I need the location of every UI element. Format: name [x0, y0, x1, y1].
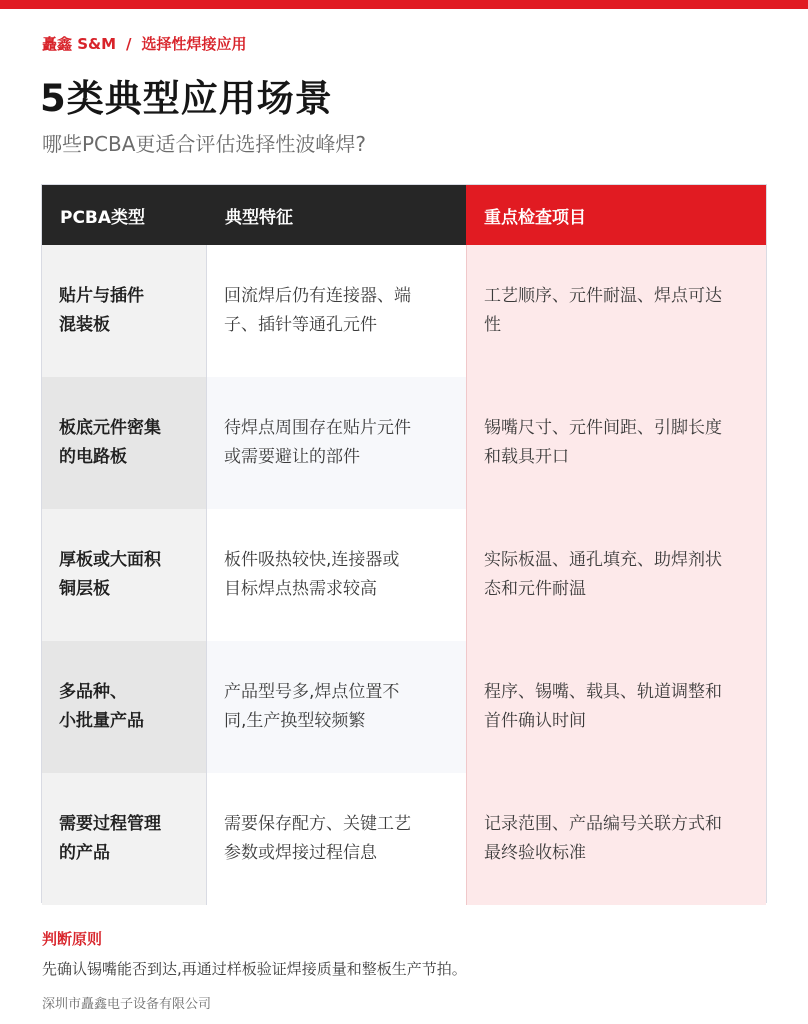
- application-table: [41, 184, 767, 903]
- principle-text: 先确认锡嘴能否到达,再通过样板验证焊接质量和整板生产节拍。: [42, 960, 467, 978]
- table-row: [42, 509, 766, 641]
- table-row: [42, 641, 766, 773]
- table-row: [42, 377, 766, 509]
- principle-label: 判断原则: [42, 930, 103, 948]
- breadcrumb-separator: /: [126, 35, 132, 53]
- table-row: [42, 773, 766, 905]
- cell-feature: 板件吸热较快,连接器或 目标焊点热需求较高: [207, 509, 466, 641]
- cell-check: 程序、锡嘴、载具、轨道调整和 首件确认时间: [466, 641, 766, 773]
- cell-pcba-type: 贴片与插件 混装板: [42, 245, 207, 377]
- header-key-check: 重点检查项目: [466, 185, 766, 245]
- cell-pcba-type: 板底元件密集 的电路板: [42, 377, 207, 509]
- cell-pcba-type: 需要过程管理 的产品: [42, 773, 207, 905]
- table-row: [42, 245, 766, 377]
- breadcrumb-section[interactable]: 选择性焊接应用: [141, 35, 247, 53]
- breadcrumb-brand[interactable]: 矗鑫 S&M: [42, 35, 117, 53]
- header-pcba-type: PCBA类型: [42, 185, 207, 245]
- cell-feature: 待焊点周围存在贴片元件 或需要避让的部件: [207, 377, 466, 509]
- top-accent-bar: [0, 0, 808, 9]
- cell-check: 实际板温、通孔填充、助焊剂状 态和元件耐温: [466, 509, 766, 641]
- breadcrumb: [42, 33, 247, 54]
- page-subtitle: 哪些PCBA更适合评估选择性波峰焊?: [42, 132, 367, 156]
- cell-check: 工艺顺序、元件耐温、焊点可达 性: [466, 245, 766, 377]
- cell-feature: 需要保存配方、关键工艺 参数或焊接过程信息: [207, 773, 466, 905]
- cell-pcba-type: 厚板或大面积 铜层板: [42, 509, 207, 641]
- table-header: [42, 185, 766, 245]
- company-footer: 深圳市矗鑫电子设备有限公司: [42, 997, 212, 1012]
- cell-feature: 回流焊后仍有连接器、端 子、插针等通孔元件: [207, 245, 466, 377]
- cell-check: 锡嘴尺寸、元件间距、引脚长度 和载具开口: [466, 377, 766, 509]
- page-title: 5类典型应用场景: [40, 77, 333, 120]
- cell-feature: 产品型号多,焊点位置不 同,生产换型较频繁: [207, 641, 466, 773]
- cell-pcba-type: 多品种、 小批量产品: [42, 641, 207, 773]
- cell-check: 记录范围、产品编号关联方式和 最终验收标准: [466, 773, 766, 905]
- header-typical-feature: 典型特征: [207, 185, 466, 245]
